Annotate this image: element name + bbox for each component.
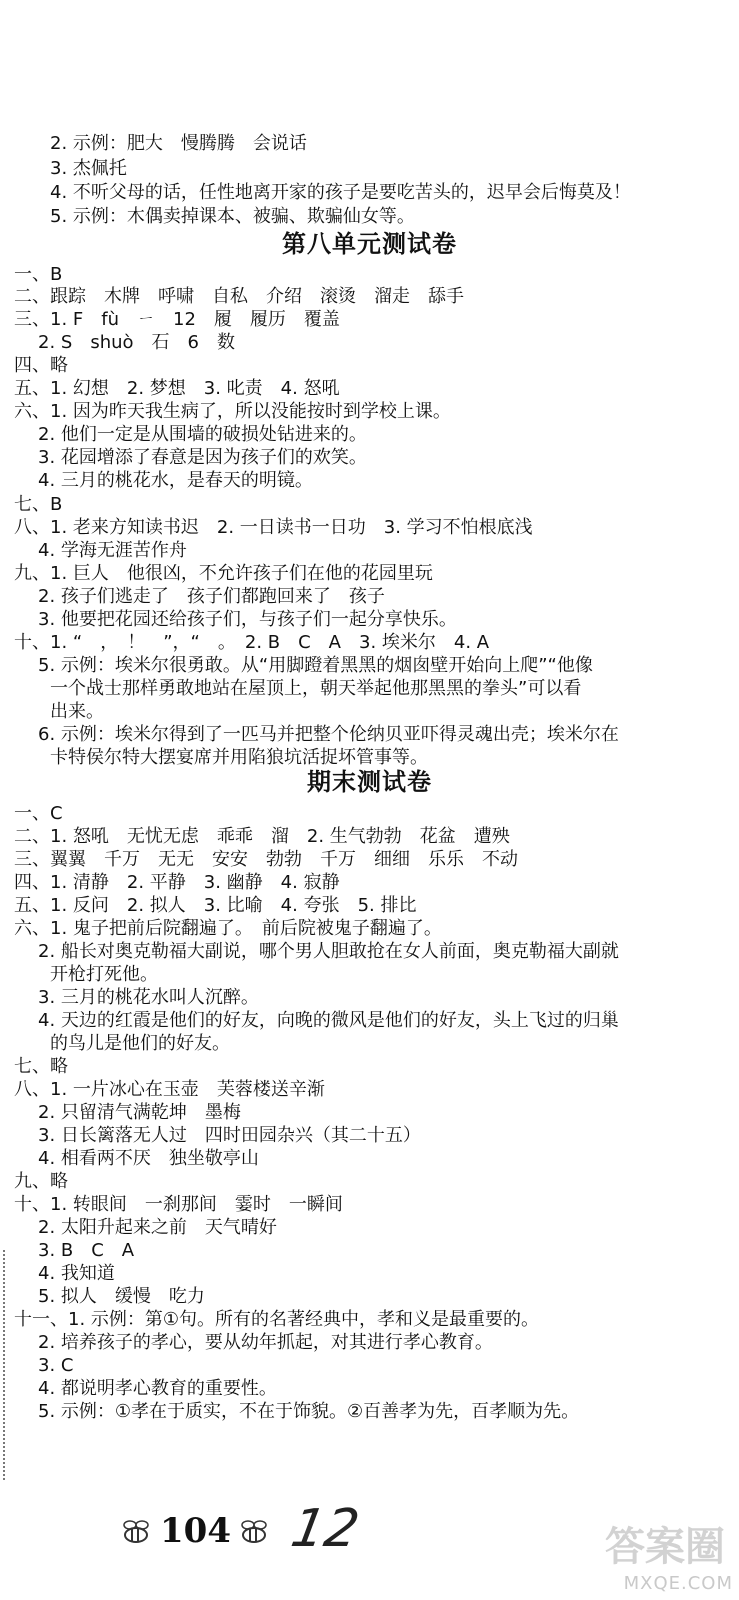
- answer-line: 十、1. 转眼间 一刹那间 霎时 一瞬间: [14, 1194, 343, 1215]
- answer-line: 卡特侯尔特大摆宴席并用陷狼坑活捉坏管事等。: [50, 747, 428, 768]
- bee-ornament-right-icon: [236, 1519, 272, 1547]
- answer-line: 2. 只留清气满乾坤 墨梅: [38, 1102, 241, 1123]
- answer-line: 开枪打死他。: [50, 964, 158, 985]
- answer-line: 3. 日长篱落无人过 四时田园杂兴（其二十五）: [38, 1125, 421, 1146]
- answer-line: 三、1. F fù ㄧ 12 履 履历 覆盖: [14, 309, 340, 330]
- answer-line: 3. C: [38, 1355, 74, 1376]
- answer-line: 2. 船长对奥克勒福大副说，哪个男人胆敢抢在女人前面，奥克勒福大副就: [38, 941, 619, 962]
- answer-line: 八、1. 一片冰心在玉壶 芙蓉楼送辛渐: [14, 1079, 325, 1100]
- answer-line: 四、1. 清静 2. 平静 3. 幽静 4. 寂静: [14, 872, 340, 893]
- answer-line: 2. 示例：肥大 慢腾腾 会说话: [50, 133, 307, 154]
- page-footer: [0, 1495, 739, 1600]
- answer-line: 4. 都说明孝心教育的重要性。: [38, 1378, 277, 1399]
- answer-line: 5. 示例：①孝在于质实，不在于饰貌。②百善孝为先，百孝顺为先。: [38, 1401, 580, 1422]
- answer-line: 十、1. “ ， ！ ”，“ 。 2. B C A 3. 埃米尔 4. A: [14, 632, 490, 653]
- unit8-title: 第八单元测试卷: [282, 230, 457, 258]
- answer-line: 2. 孩子们逃走了 孩子们都跑回来了 孩子: [38, 586, 385, 607]
- answer-line: 的鸟儿是他们的好友。: [50, 1033, 230, 1054]
- answer-line: 七、B: [14, 494, 63, 515]
- answer-line: 七、略: [14, 1056, 68, 1077]
- answer-line: 二、1. 怒吼 无忧无虑 乖乖 溜 2. 生气勃勃 花盆 遭殃: [14, 826, 510, 847]
- answer-line: 九、略: [14, 1171, 68, 1192]
- answer-line: 3. 花园增添了春意是因为孩子们的欢笑。: [38, 447, 367, 468]
- answer-line: 4. 我知道: [38, 1263, 115, 1284]
- answer-line: 一个战士那样勇敢地站在屋顶上，朝天举起他那黑黑的拳头”可以看: [50, 678, 582, 699]
- answer-line: 五、1. 幻想 2. 梦想 3. 叱责 4. 怒吼: [14, 378, 340, 399]
- answer-line: 4. 天边的红霞是他们的好友，向晚的微风是他们的好友，头上飞过的归巢: [38, 1010, 619, 1031]
- answer-line: 九、1. 巨人 他很凶，不允许孩子们在他的花园里玩: [14, 563, 433, 584]
- final-title: 期末测试卷: [307, 768, 432, 796]
- answer-line: 三、翼翼 千万 无无 安安 勃勃 千万 细细 乐乐 不动: [14, 849, 518, 870]
- answer-line: 二、跟踪 木牌 呼啸 自私 介绍 滚烫 溜走 舔手: [14, 286, 464, 307]
- answer-line: 4. 不听父母的话，任性地离开家的孩子是要吃苦头的，迟早会后悔莫及！: [50, 182, 631, 203]
- answer-line: 六、1. 因为昨天我生病了，所以没能按时到学校上课。: [14, 401, 451, 422]
- answer-line: 2. S shuò 石 6 数: [38, 332, 235, 353]
- answer-line: 5. 拟人 缓慢 吃力: [38, 1286, 205, 1307]
- answer-line: 一、B: [14, 264, 63, 285]
- answer-line: 5. 示例：埃米尔很勇敢。从“用脚蹬着黑黑的烟囱壁开始向上爬”“他像: [38, 655, 593, 676]
- answer-line: 3. 杰佩托: [50, 158, 127, 179]
- answer-line: 3. 三月的桃花水叫人沉醉。: [38, 987, 259, 1008]
- bee-ornament-left-icon: [118, 1519, 154, 1547]
- page-number: 104: [160, 1511, 231, 1551]
- answer-line: 六、1. 鬼子把前后院翻遍了。 前后院被鬼子翻遍了。: [14, 918, 442, 939]
- answer-line: 3. B C A: [38, 1240, 135, 1261]
- answer-line: 八、1. 老来方知读书迟 2. 一日读书一日功 3. 学习不怕根底浅: [14, 517, 533, 538]
- answer-line: 6. 示例：埃米尔得到了一匹马并把整个伦纳贝亚吓得灵魂出壳；埃米尔在: [38, 724, 619, 745]
- answer-line: 十一、1. 示例：第①句。所有的名著经典中，孝和义是最重要的。: [14, 1309, 540, 1330]
- answer-line: 2. 他们一定是从围墙的破损处钻进来的。: [38, 424, 367, 445]
- watermark-logo: 答案圈: [605, 1524, 725, 1570]
- answer-line: 3. 他要把花园还给孩子们，与孩子们一起分享快乐。: [38, 609, 457, 630]
- answer-line: 5. 示例：木偶卖掉课本、被骗、欺骗仙女等。: [50, 206, 415, 227]
- answer-line: 4. 学海无涯苦作舟: [38, 540, 187, 561]
- answer-line: 四、略: [14, 355, 68, 376]
- answer-line: 2. 太阳升起来之前 天气晴好: [38, 1217, 277, 1238]
- answer-line: 4. 三月的桃花水，是春天的明镜。: [38, 470, 313, 491]
- handwritten-note: 12: [286, 1499, 364, 1559]
- answer-line: 2. 培养孩子的孝心，要从幼年抓起，对其进行孝心教育。: [38, 1332, 493, 1353]
- binding-margin-dots: [3, 1250, 5, 1480]
- answer-line: 五、1. 反问 2. 拟人 3. 比喻 4. 夸张 5. 排比: [14, 895, 417, 916]
- watermark-url: MXQE.COM: [623, 1573, 733, 1594]
- answer-line: 4. 相看两不厌 独坐敬亭山: [38, 1148, 259, 1169]
- answer-line: 出来。: [50, 701, 104, 722]
- answer-line: 一、C: [14, 803, 63, 824]
